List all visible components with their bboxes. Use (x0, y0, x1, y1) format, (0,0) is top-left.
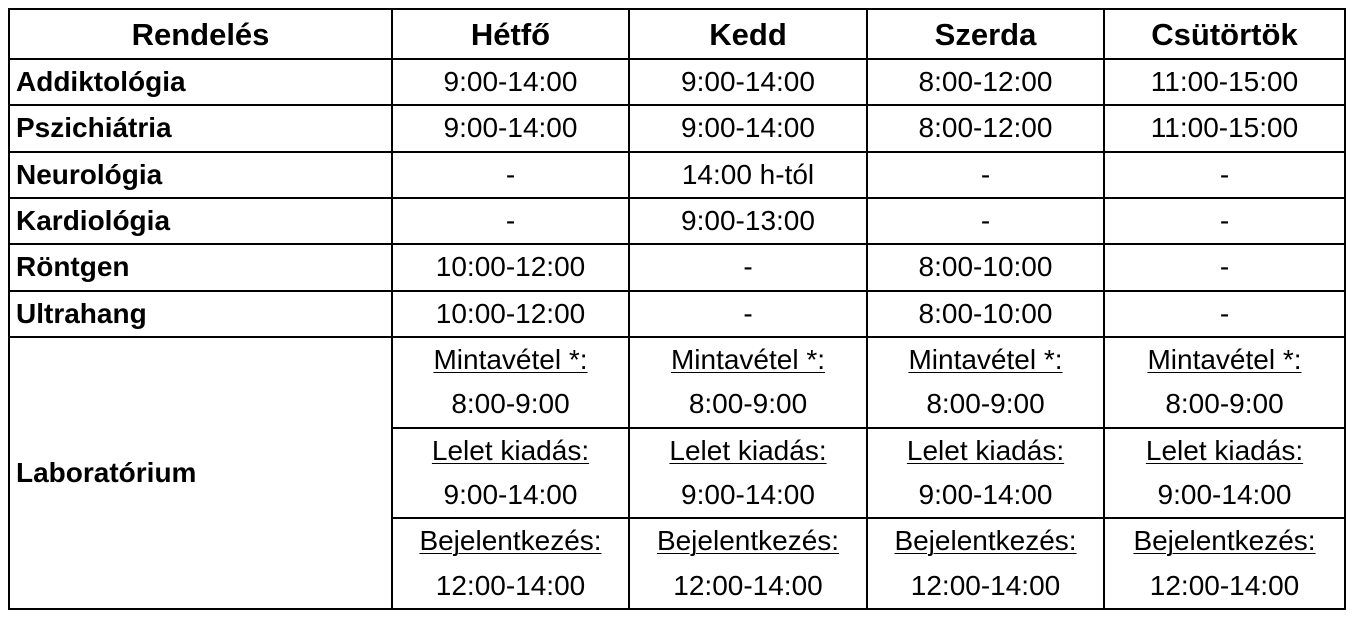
row-label: Pszichiátria (9, 105, 392, 151)
lab-label: Bejelentkezés: (656, 525, 840, 557)
schedule-table (8, 8, 1346, 610)
time-cell: 12:00-14:00 (867, 564, 1104, 609)
table-row (9, 105, 1345, 151)
lab-label: Mintavétel *: (433, 344, 588, 376)
time-cell: 9:00-14:00 (1104, 473, 1345, 518)
lab-label-cell (1104, 518, 1345, 563)
time-cell: - (629, 291, 867, 337)
time-cell: 9:00-14:00 (629, 59, 867, 105)
time-cell: 8:00-12:00 (867, 105, 1104, 151)
lab-label: Lelet kiadás: (906, 434, 1065, 466)
lab-label-cell (1104, 428, 1345, 473)
time-cell: 9:00-14:00 (629, 105, 867, 151)
lab-label-cell (392, 337, 629, 382)
time-cell: 8:00-10:00 (867, 244, 1104, 290)
time-cell: 12:00-14:00 (629, 564, 867, 609)
header-rendeles: Rendelés (9, 9, 392, 59)
table-row (9, 244, 1345, 290)
time-cell: - (1104, 198, 1345, 244)
lab-label-cell (629, 337, 867, 382)
header-day-csutortok: Csütörtök (1104, 9, 1345, 59)
time-cell: - (629, 244, 867, 290)
row-label: Ultrahang (9, 291, 392, 337)
table-row (9, 59, 1345, 105)
lab-label: Lelet kiadás: (669, 434, 827, 466)
time-cell: - (392, 152, 629, 198)
row-label: Röntgen (9, 244, 392, 290)
time-cell: - (1104, 291, 1345, 337)
row-label-laboratorium: Laboratórium (9, 337, 392, 609)
lab-label-cell (1104, 337, 1345, 382)
lab-label-cell (392, 428, 629, 473)
time-cell: - (1104, 244, 1345, 290)
time-cell: 8:00-9:00 (1104, 382, 1345, 427)
lab-label: Mintavétel *: (908, 344, 1063, 376)
time-cell: 12:00-14:00 (1104, 564, 1345, 609)
header-day-szerda: Szerda (867, 9, 1104, 59)
lab-label: Bejelentkezés: (1133, 525, 1316, 557)
lab-label-cell (867, 518, 1104, 563)
time-cell: 9:00-14:00 (392, 473, 629, 518)
time-cell: - (867, 198, 1104, 244)
time-cell: 8:00-10:00 (867, 291, 1104, 337)
time-cell: 8:00-9:00 (629, 382, 867, 427)
lab-label-cell (629, 428, 867, 473)
lab-label-cell (867, 337, 1104, 382)
lab-label-cell (629, 518, 867, 563)
time-cell: 14:00 h-tól (629, 152, 867, 198)
lab-label: Bejelentkezés: (419, 525, 602, 557)
time-cell: 12:00-14:00 (392, 564, 629, 609)
lab-label: Lelet kiadás: (1145, 434, 1304, 466)
lab-label-cell (392, 518, 629, 563)
table-row (9, 152, 1345, 198)
time-cell: 8:00-12:00 (867, 59, 1104, 105)
time-cell: 11:00-15:00 (1104, 105, 1345, 151)
lab-label: Bejelentkezés: (894, 525, 1077, 557)
time-cell: - (867, 152, 1104, 198)
time-cell: 10:00-12:00 (392, 291, 629, 337)
lab-label: Mintavétel *: (1147, 344, 1302, 376)
time-cell: 10:00-12:00 (392, 244, 629, 290)
time-cell: 8:00-9:00 (392, 382, 629, 427)
row-label: Kardiológia (9, 198, 392, 244)
time-cell: 9:00-14:00 (392, 59, 629, 105)
header-day-hetfo: Hétfő (392, 9, 629, 59)
time-cell: 11:00-15:00 (1104, 59, 1345, 105)
table-row (9, 291, 1345, 337)
time-cell: 8:00-9:00 (867, 382, 1104, 427)
lab-row-mintavetel-label (9, 337, 1345, 382)
lab-label: Lelet kiadás: (431, 434, 590, 466)
row-label: Neurológia (9, 152, 392, 198)
table-row (9, 198, 1345, 244)
header-day-kedd: Kedd (629, 9, 867, 59)
time-cell: 9:00-14:00 (867, 473, 1104, 518)
time-cell: - (392, 198, 629, 244)
header-row (9, 9, 1345, 59)
time-cell: - (1104, 152, 1345, 198)
time-cell: 9:00-14:00 (629, 473, 867, 518)
lab-label: Mintavétel *: (670, 344, 826, 376)
time-cell: 9:00-13:00 (629, 198, 867, 244)
time-cell: 9:00-14:00 (392, 105, 629, 151)
row-label: Addiktológia (9, 59, 392, 105)
lab-label-cell (867, 428, 1104, 473)
